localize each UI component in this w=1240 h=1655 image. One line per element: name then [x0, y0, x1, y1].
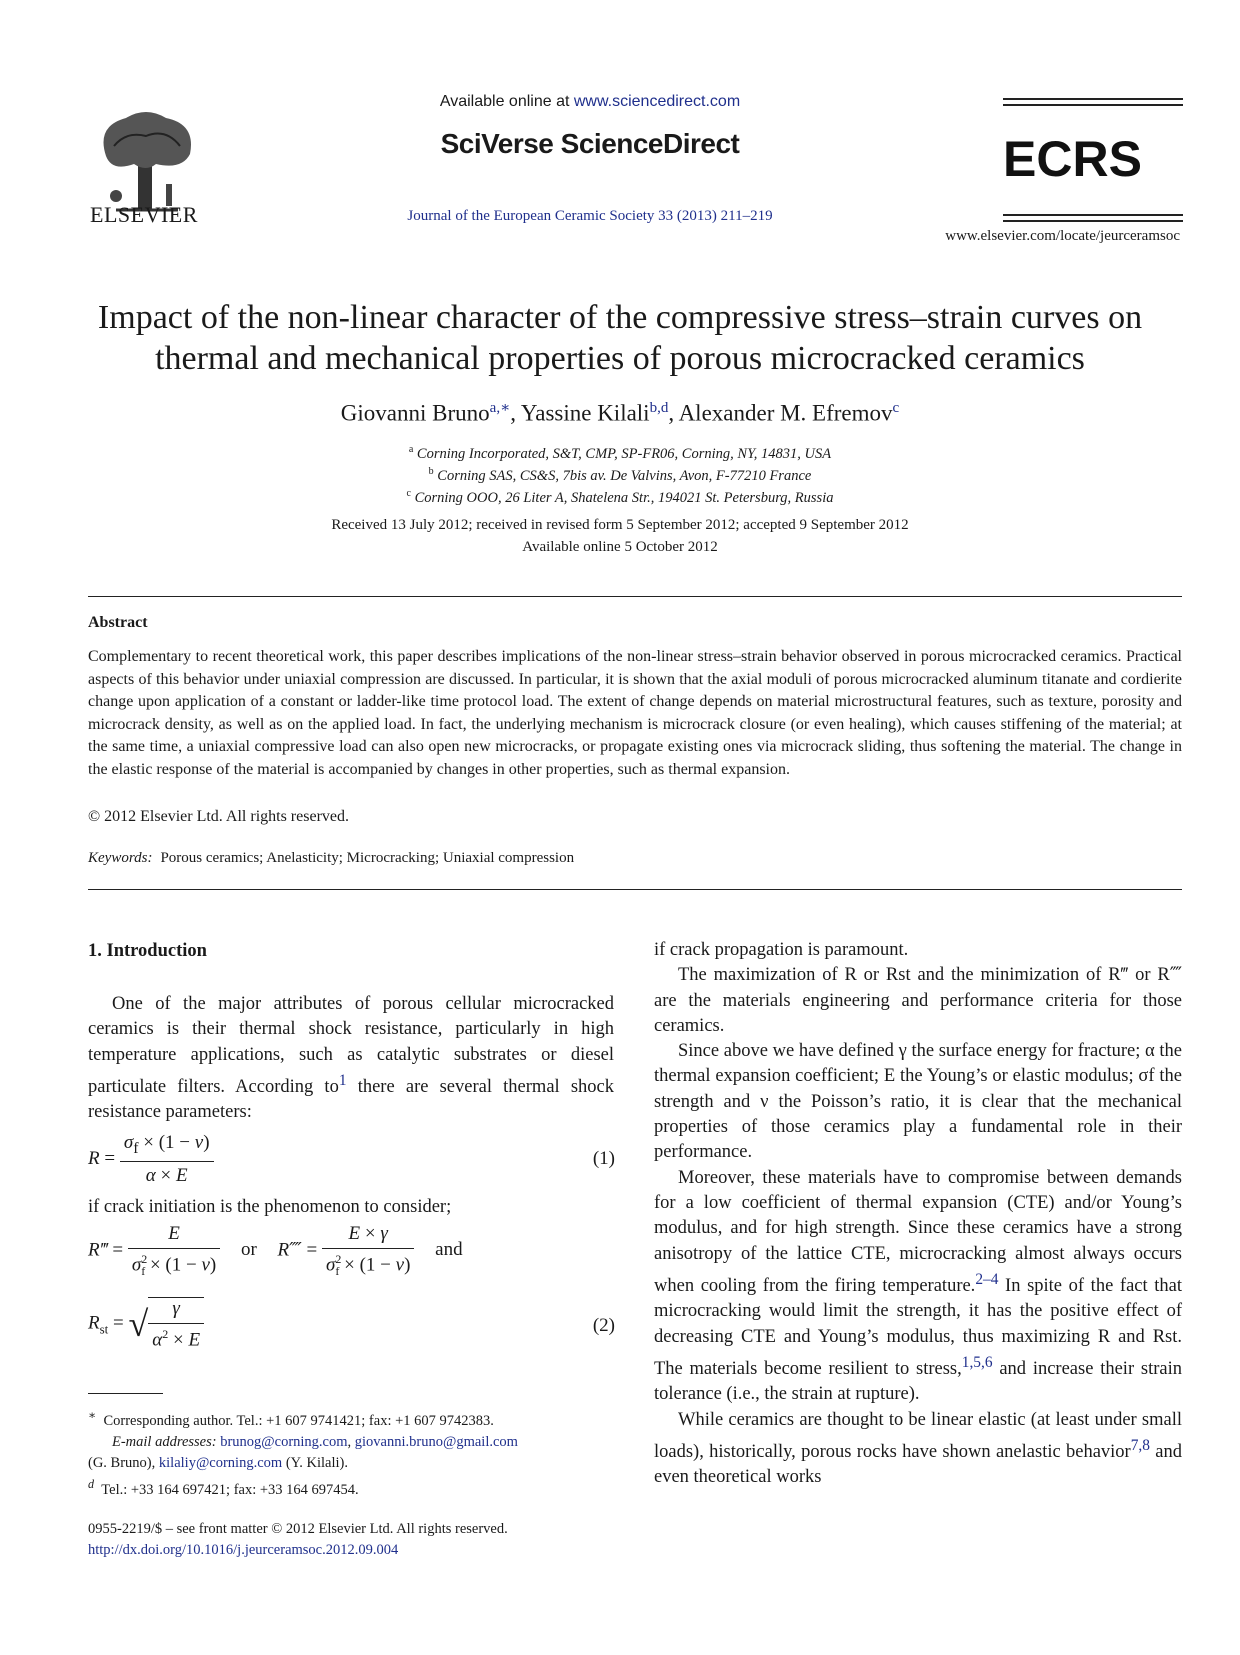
affiliation-mark: c — [406, 488, 411, 499]
paragraph-text: Moreover, these materials have to compromise between demands for a low coefficient of thermal expansion (CTE) and/or Young’s modulus, and for high strength. Since these ceramics have a strong anisotropy of the lattice CTE, microcracking almost always occurs when cooling from the firing temperature. — [654, 1167, 1182, 1297]
footnotes — [88, 1405, 628, 1501]
affiliation-a — [160, 444, 1080, 463]
front-matter — [88, 1519, 628, 1561]
affiliation-b — [160, 466, 1080, 485]
equation-number: (1) — [592, 1148, 615, 1169]
affiliation-text: Corning SAS, CS&S, 7bis av. De Valvins, Avon, F-77210 France — [437, 467, 812, 484]
abstract-copyright: © 2012 Elsevier Ltd. All rights reserved. — [88, 808, 349, 825]
email-label: E-mail addresses: — [112, 1433, 217, 1450]
affiliation-mark: a — [408, 444, 414, 455]
footnote-text: Tel.: +33 164 697421; fax: +33 164 697454. — [101, 1481, 359, 1498]
footnote-mark: d — [88, 1476, 95, 1491]
right-column-text — [654, 938, 1182, 1491]
divider — [88, 889, 1182, 890]
email-line: E-mail addresses: brunog@corning.com, giovanni.bruno@gmail.com — [112, 1433, 518, 1450]
ecrs-journal-logo-icon — [1003, 128, 1183, 188]
keywords-list: Porous ceramics; Anelasticity; Microcracking; Uniaxial compression — [160, 850, 575, 866]
journal-reference-link[interactable]: Journal of the European Ceramic Society 33 (2013) 211–219 — [407, 208, 773, 224]
available-online-date: Available online 5 October 2012 — [522, 539, 718, 555]
paragraph — [654, 1408, 1182, 1491]
keywords-line — [88, 850, 574, 867]
journal-site-url[interactable]: www.elsevier.com/locate/jeurceramsoc — [945, 228, 1180, 244]
abstract-heading: Abstract — [88, 614, 148, 631]
citation-link[interactable]: 1,5,6 — [961, 1353, 993, 1371]
equation-1: R = $\frac{\sigma_f \times (1 - \nu)}{\alpha \times E}$ — [88, 1132, 614, 1187]
ecrs-logo-text: ECRS — [1003, 131, 1142, 187]
author-affiliation-link[interactable]: a,∗ — [489, 400, 511, 416]
available-online-line — [380, 93, 800, 111]
author-list: Giovanni Bruno$^{a,∗}$, Yassine Kilali$^{b,d}$, Alexander M. Efremov$^c$ — [340, 400, 900, 426]
paragraph-text: In spite of the fact that microcracking would limit the strength, it has the positive effect of decreasing CTE and Young’s modulus, thus maximizing R and Rst. The materials become resilient to stress, — [654, 1276, 1182, 1380]
equation-or: or — [240, 1239, 257, 1261]
equation-number: (2) — [592, 1315, 615, 1336]
footnote-mark: ∗ — [88, 1408, 97, 1422]
platform-wordmark: SciVerse ScienceDirect — [440, 128, 740, 159]
affiliation-c — [160, 488, 1080, 507]
logo-rule-bottom — [1003, 214, 1183, 216]
author-name: Alexander M. Efremov — [678, 400, 893, 426]
paragraph: The maximization of R or Rst and the minimization of R‴ or R⁗ are the materials engineering and performance criteria for those ceramics. — [654, 965, 1182, 1036]
paragraph — [654, 1166, 1182, 1408]
paragraph-text: While ceramics are thought to be linear elastic (at least under small loads), historically, porous rocks have shown anelastic behavior — [654, 1409, 1182, 1463]
paragraph-text: and even theoretical works — [654, 1442, 1182, 1488]
logo-rule-top-2 — [1003, 104, 1183, 106]
paragraph: Since above we have defined γ the surface energy for fracture; α the thermal expansion coefficient; E the Young’s or elastic modulus; σf the strength and ν the Poisson’s ratio, it is clear that the mechanical properties of those ceramics play a fundamental role in their performance. — [654, 1041, 1182, 1163]
intro-paragraph — [88, 992, 614, 1126]
after-equation-text: if crack initiation is the phenomenon to consider; — [88, 1197, 452, 1217]
sciencedirect-link[interactable]: www.sciencedirect.com — [573, 93, 741, 110]
abstract-text: Complementary to recent theoretical work, this paper describes implications of the non-linear stress–strain behavior observed in porous microcracked ceramics. Practical aspects of this behavior under uniaxial compression are discussed. In particular, it is shown that the axial moduli of porous microcracked aluminum titanate and cordierite change upon application of a constant or ladder-like time protocol load. The extent of change depends on material microstructural features, such as texture, porosity and microcrack density, as well as on the applied load. In fact, the underlying mechanism is microcrack closure (or even healing), which causes stiffening of the material; at the same time, a uniaxial compressive load can also open new microcracks, or propagate existing ones via microcrack sliding, thus softening the material. The change in the elastic response of the material is accompanied by changes in other properties, such as thermal expansion. — [88, 648, 1182, 778]
keywords-label: Keywords: — [88, 850, 153, 866]
issn-line: 0955-2219/$ – see front matter © 2012 Elsevier Ltd. All rights reserved. — [88, 1521, 508, 1537]
citation-link[interactable]: 1 — [338, 1071, 347, 1089]
footnote-rule — [88, 1393, 163, 1394]
equation-2: R‴ = $\frac{E}{\sigma^2_f \times (1 - \nu)}$ or R⁗ = $\frac{E \times \gamma}{\sigma^2_f \times (1 - \nu)}$ and — [88, 1223, 463, 1279]
email-link[interactable]: kilaliy@corning.com — [158, 1454, 283, 1471]
available-prefix: Available online at — [439, 93, 574, 110]
received-dates: Received 13 July 2012; received in revised form 5 September 2012; accepted 9 September 2012 — [331, 517, 909, 533]
equation-2-rst: $R_{st}$ = √ $\frac{\gamma}{\alpha^2 \times E}$ — [88, 1297, 614, 1351]
citation-link[interactable]: 7,8 — [1130, 1436, 1150, 1454]
email-line-2 — [88, 1453, 628, 1474]
email-owner: (G. Bruno), — [88, 1454, 156, 1471]
title-line-1: Impact of the non-linear character of the compressive stress–strain curves on — [97, 299, 1143, 336]
phone-note — [88, 1474, 628, 1501]
affiliation-mark: b — [428, 466, 434, 477]
author-affiliation-link[interactable]: b,d — [649, 400, 669, 416]
publisher-name: ELSEVIER — [90, 202, 198, 227]
logo-rule-bottom-2 — [1003, 220, 1183, 222]
section-heading: 1. Introduction — [88, 941, 207, 961]
doi-link[interactable]: http://dx.doi.org/10.1016/j.jeurceramsoc.2012.09.004 — [88, 1542, 399, 1558]
paragraph-text: and increase their strain tolerance (i.e., the strain at rupture). — [654, 1359, 1182, 1405]
affiliation-text: Corning Incorporated, S&T, CMP, SP-FR06, Corning, NY, 14831, USA — [416, 445, 832, 462]
citation-link[interactable]: 2–4 — [975, 1270, 999, 1288]
title-line-2: thermal and mechanical properties of porous microcracked ceramics — [155, 340, 1085, 377]
intro-text: One of the major attributes of porous cellular microcracked ceramics is their thermal shock resistance, particularly in high temperature applications, such as catalytic substrates or diesel particulate filters. According to — [88, 994, 614, 1098]
equation-and: and — [435, 1239, 463, 1261]
email-owner: (Y. Kilali). — [285, 1454, 348, 1471]
paragraph: if crack propagation is paramount. — [654, 940, 909, 960]
corresponding-author-note — [88, 1405, 628, 1432]
article-title — [60, 297, 1180, 379]
email-link[interactable]: brunog@corning.com — [220, 1433, 348, 1450]
logo-rule-top — [1003, 98, 1183, 100]
footnote-text: Corresponding author. Tel.: +1 607 9741421; fax: +1 607 9742383. — [103, 1412, 494, 1429]
author-name: Giovanni Bruno — [340, 400, 490, 426]
intro-text: there are several thermal shock resistance parameters: — [88, 1077, 615, 1123]
author-affiliation-link[interactable]: c — [892, 400, 900, 416]
affiliation-text: Corning OOO, 26 Liter A, Shatelena Str., 194021 St. Petersburg, Russia — [414, 489, 834, 506]
author-name: Yassine Kilali — [520, 400, 650, 426]
divider — [88, 596, 1182, 597]
email-link[interactable]: giovanni.bruno@gmail.com — [354, 1433, 518, 1450]
